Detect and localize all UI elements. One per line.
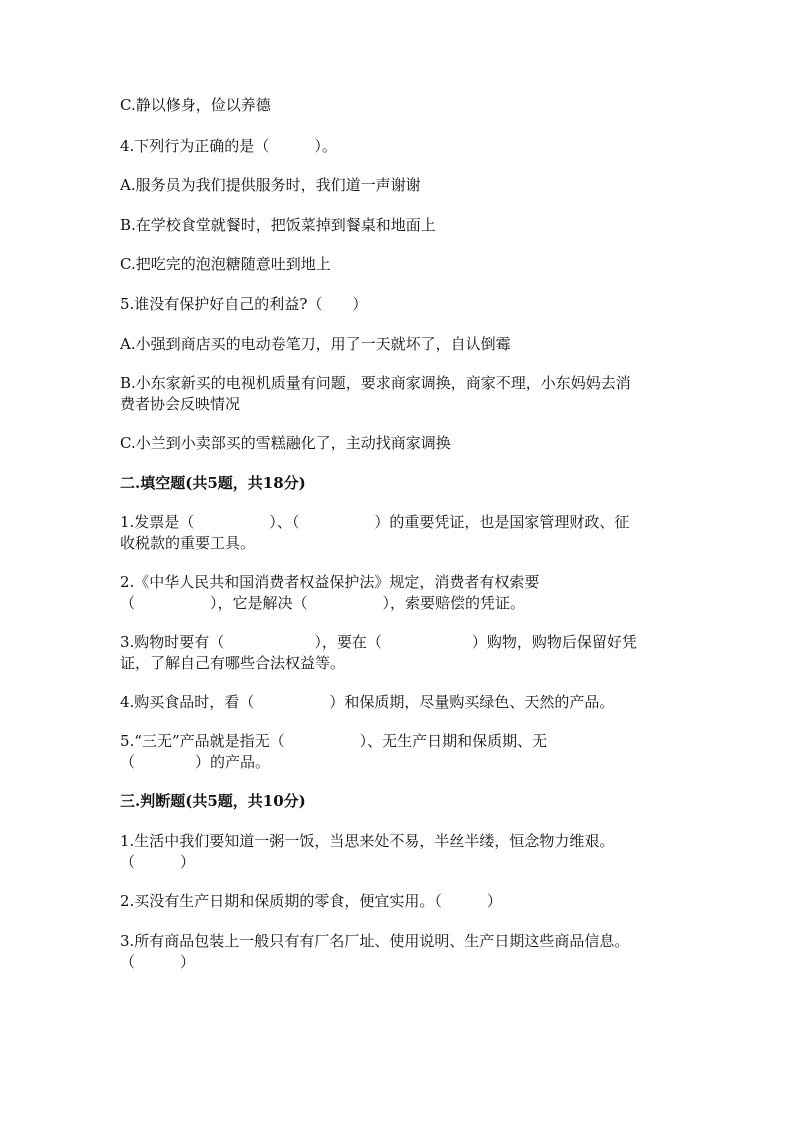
- fill-question-2-line-1: 2.《中华人民共和国消费者权益保护法》规定，消费者有权索要: [120, 573, 540, 591]
- fill-question-3-line-2: 证，了解自己有哪些合法权益等。: [120, 654, 346, 672]
- question-5-option-a: A.小强到商店买的电动卷笔刀，用了一天就坏了，自认倒霉: [120, 335, 511, 353]
- judge-question-1-line-2: （ ）: [120, 853, 196, 871]
- judge-question-3-line-1: 3.所有商品包装上一般只有有厂名厂址、使用说明、生产日期这些商品信息。: [120, 932, 630, 950]
- question-4-option-c: C.把吃完的泡泡糖随意吐到地上: [120, 255, 331, 273]
- fill-question-4: 4.购买食品时，看（ ）和保质期，尽量购买绿色、天然的产品。: [120, 693, 615, 711]
- section-fill-in-blank-heading: 二.填空题(共5题，共18分): [120, 474, 306, 492]
- question-4: 4.下列行为正确的是（ ）。: [120, 137, 337, 155]
- fill-question-5-line-2: （ ）的产品。: [120, 753, 271, 771]
- section-judgment-heading: 三.判断题(共5题，共10分): [120, 792, 306, 810]
- judge-question-1-line-1: 1.生活中我们要知道一粥一饭，当思来处不易，半丝半缕，恒念物力维艰。: [120, 832, 615, 850]
- fill-question-2-line-2: （ ），它是解决（ ），索要赔偿的凭证。: [120, 594, 526, 612]
- question-5: 5.谁没有保护好自己的利益?（ ）: [120, 295, 368, 313]
- judge-question-2: 2.买没有生产日期和保质期的零食，便宜实用。（ ）: [120, 892, 502, 910]
- question-4-option-b: B.在学校食堂就餐时，把饭菜掉到餐桌和地面上: [120, 216, 436, 234]
- option-4-from-previous-question: C.静以修身，俭以养德: [120, 96, 271, 114]
- question-5-option-b-line-2: 费者协会反映情况: [120, 395, 241, 413]
- question-5-option-b-line-1: B.小东家新买的电视机质量有问题，要求商家调换，商家不理，小东妈妈去消: [120, 374, 631, 392]
- judge-question-3-line-2: （ ）: [120, 953, 196, 971]
- question-4-option-a: A.服务员为我们提供服务时，我们道一声谢谢: [120, 176, 421, 194]
- fill-question-1-line-2: 收税款的重要工具。: [120, 534, 256, 552]
- fill-question-5-line-1: 5.“三无”产品就是指无（ ）、无生产日期和保质期、无: [120, 732, 548, 750]
- fill-question-3-line-1: 3.购物时要有（ ），要在（ ）购物，购物后保留好凭: [120, 633, 637, 651]
- question-5-option-c: C.小兰到小卖部买的雪糕融化了，主动找商家调换: [120, 434, 451, 452]
- fill-question-1-line-1: 1.发票是（ ）、（ ）的重要凭证，也是国家管理财政、征: [120, 513, 630, 531]
